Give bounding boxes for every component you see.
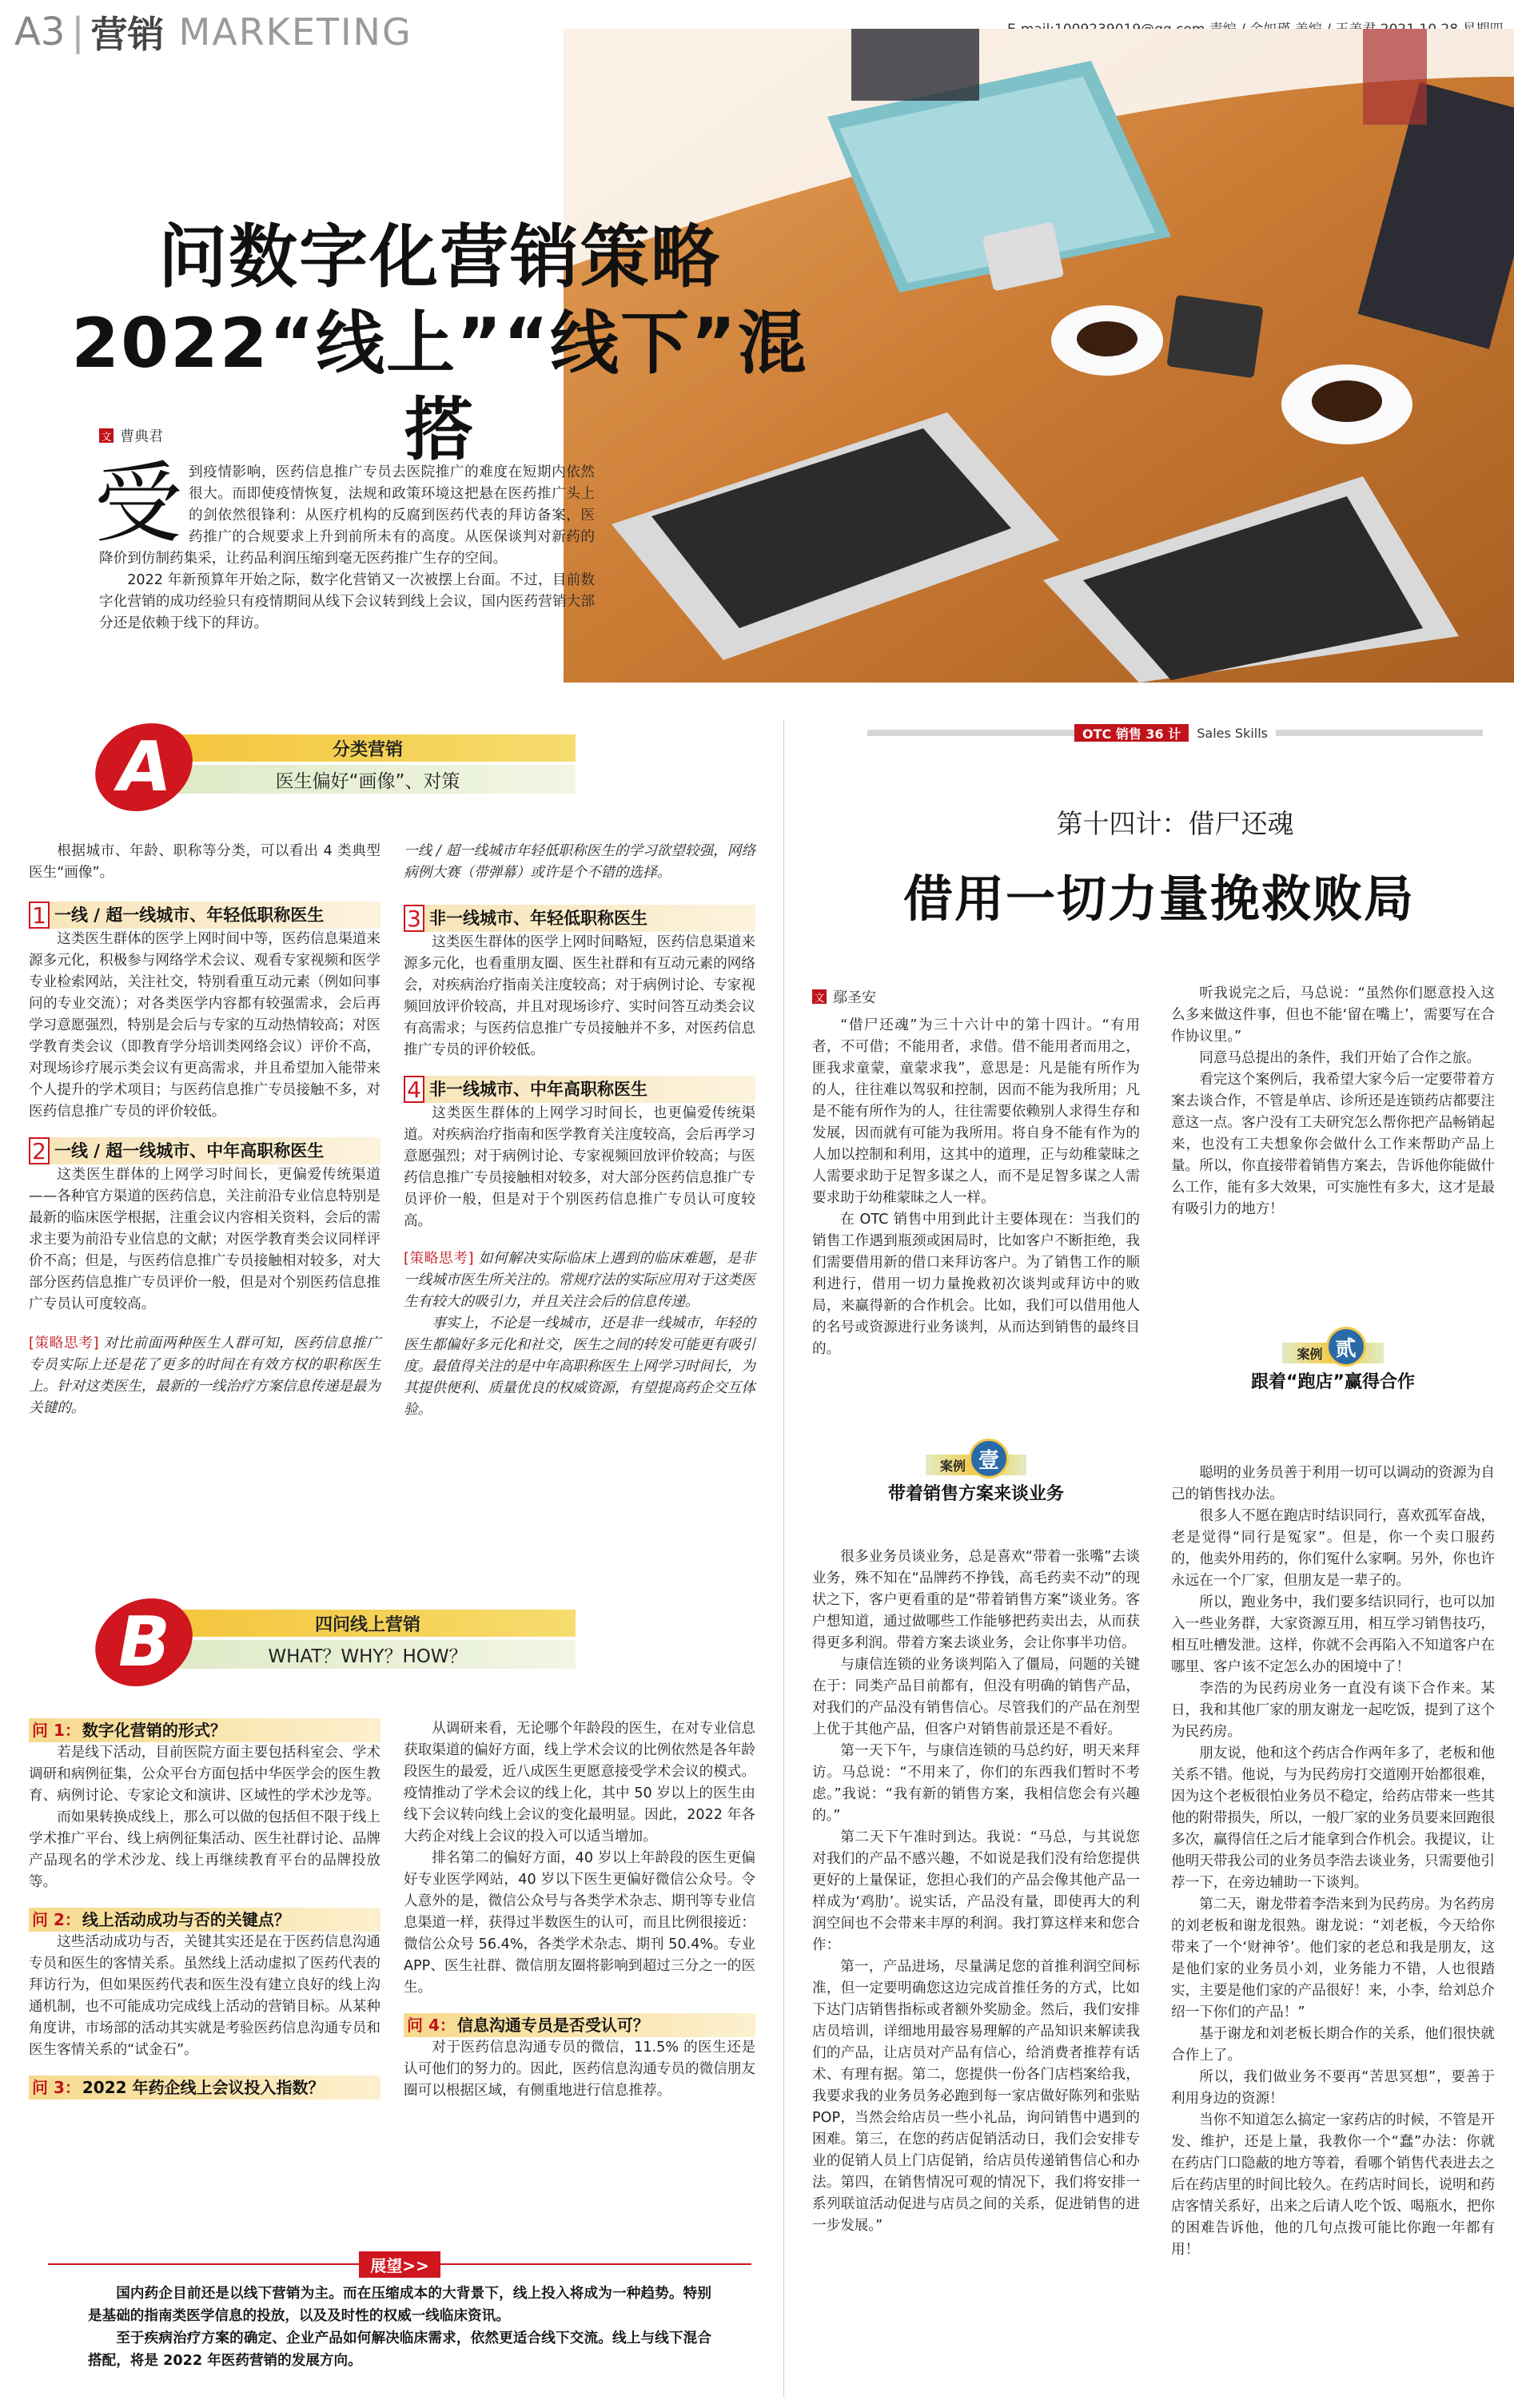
outlook-paragraph-1: 国内药企目前还是以线下营销为主。而在压缩成本的大背景下，线上投入将成为一种趋势。特别是基础的指南类医学信息的投放，以及及时性的权威一线临床资讯。 [88,2286,711,2324]
q3-paragraph-2: 排名第二的偏好方面，40 岁以上年龄段的医生更偏好专业医学网站，40 岁以下医生更偏好微信公众号。令人意外的是，微信公众号与各类学术杂志、期刊等专业信息渠道一样，获得过半数医生的认可，而且比例很接近：微信公众号 56.4%，各类学术杂志、期刊 50.4%。专业 APP、医生社群、微信朋友圈将影响到超过三分之一的医生。 [404,1850,755,1996]
section-a-title: 分类营销 [160,734,576,762]
section-a-col-1 [29,841,380,1419]
case-label: 案例 [939,1458,966,1474]
otc-col-1-top [812,1015,1140,1360]
section-name: 营销 [90,13,165,56]
case2-paragraph-7: 基于谢龙和刘老板长期合作的关系，他们很快就合作上了。 [1171,2026,1495,2064]
case2-paragraph-4: 李浩的为民药房业务一直没有谈下合作来。某日，我和其他厂家的朋友谢龙一起吃饭，提到了这个为民药房。 [1171,1681,1495,1740]
section-a-item-2-text: 这类医生群体的上网学习时间长，更偏爱传统渠道——各种官方渠道的医药信息，关注前沿专业信息特别是最新的临床医学根据，注重会议内容相关资料，会后的需求主要为前沿专业信息的文献；对医学教育类会议同样评价不高；但是，与医药信息推广专员接触相对较多，对大部分医药信息推广专员评价一般，但是对个别医药信息推广专员认可度较高。 [29,1167,380,1312]
lead-byline [99,425,163,446]
section-a-item-2-head [29,1137,380,1164]
strategy-text: 如何解决实际临床上遇到的临床难题，是非一线城市医生所关注的。常规疗法的实际应用对于这类医生有较大的吸引力，并且关注会后的信息传递。 [404,1251,755,1310]
q3-paragraph-1: 从调研来看，无论哪个年龄段的医生，在对专业信息获取渠道的偏好方面，线上学术会议的比例依然是各年龄段医生的最爱，近八成医生更愿意接受学术会议的模式。疫情推动了学术会议的线上化，其中 50 岁以上的医生由线下会议转向线上会议的变化最明显。因此，2022 年各大药企对线上会议的投入可以适当增加。 [404,1721,755,1845]
author-name: 曹典君 [120,428,163,445]
strategy-tag: [策略思考] [404,1251,474,1267]
otc-label-en: Sales Skills [1197,725,1269,741]
outlook-label: 展望>> [359,2251,440,2278]
case-2-title: 跟着“跑店”赢得合作 [1251,1372,1415,1392]
case1-paragraph-8: 看完这个案例后，我希望大家今后一定要带着方案去谈合作，不管是单店、诊所还是连锁药店都要注意这一点。客户没有工夫研究怎么帮你把产品畅销起来，也没有工夫想象你会做什么工作来帮助产品上量。所以，你直接带着销售方案去，告诉他你能做什么工作，能有多大效果，可实施性有多大，这才是最有吸引力的地方！ [1171,1072,1495,1217]
otc-bar-line [1276,730,1483,736]
item-heading: 非一线城市、年轻低职称医生 [429,908,647,928]
otc-label: OTC 销售 36 计 [1074,724,1189,742]
q4-paragraph-1: 对于医药信息沟通专员的微信，11.5% 的医生还是认可他们的努力的。因此，医药信息沟通专员的微信朋友圈可以根据区域，有侧重地进行信息推荐。 [404,2040,755,2099]
headline-line-2: 2022“线上”“线下”混搭 [71,304,808,470]
question-text: 信息沟通专员是否受认可？ [456,2015,649,2035]
question-4-head [404,2013,755,2037]
case-2-badge [1171,1336,1495,1393]
column-divider [783,719,784,2398]
section-a-col-2 [404,841,755,1421]
case-1-badge [812,1448,1140,1505]
otc-byline [812,986,876,1007]
section-b-subtitle: WHAT？WHY？HOW？ [160,1640,576,1669]
item-number: 3 [404,905,424,932]
question-text: 2022 年药企线上会议投入指数？ [82,2077,325,2097]
lead-paragraph-2: 2022 年新预算年开始之际，数字化营销又一次被摆上台面。不过，目前数字化营销的成功经验只有疫情期间从线下会议转到线上会议，国内医药营销大部分还是依赖于线下的拜访。 [99,572,595,631]
case-number: 贰 [1326,1327,1366,1367]
question-text: 数字化营销的形式？ [82,1720,226,1740]
masthead [14,6,412,58]
otc-col-1-bottom [812,1546,1140,2237]
strategy-note-2 [404,1248,755,1313]
case-label: 案例 [1297,1346,1323,1362]
outlook-box [48,2252,751,2372]
strategy-note-2-tail: 事实上，不论是一线城市，还是非一线城市，年轻的医生都偏好多元化和社交，医生之间的转发可能更有吸引度。最值得关注的是中年高职称医生上网学习时间长，为其提供便利、质量优良的权威资源，有望提高药企交互体验。 [404,1315,755,1418]
section-a-intro: 根据城市、年龄、职称等分类，可以看出 4 类典型医生“画像”。 [29,843,380,881]
section-b-badge [96,1598,576,1694]
otc-paragraph-1: “借尸还魂”为三十六计中的第十四计。“有用者，不可借；不能用者，求借。借不能用者而用之，匪我求童蒙，童蒙求我”，意思是：凡是能有所作为的人，往往难以驾驭和控制，因而不能为我所用；凡是不能有所作为的人，往往需要依赖别人求得生存和发展，因而就有可能为我所用。将自身不能有作为的人加以控制和利用，这其中的道理，正与幼稚蒙昧之人需要求助于足智多谋之人，而不是足智多谋之人需要求助于幼稚蒙昧之人一样。 [812,1017,1140,1206]
question-number: 问 1： [32,1720,81,1740]
lead-paragraph-1: 到疫情影响，医药信息推广专员去医院推广的难度在短期内依然很大。而即使疫情恢复，法规和政策环境这把悬在医药推广头上的剑依然很锋利：从医疗机构的反腐到医药代表的拜访备案，医药推广的合规要求上升到前所未有的高度。从医保谈判对新药的降价到仿制药集采，让药品利润压缩到毫无医药推广生存的空间。 [99,464,595,567]
item-heading: 一线 / 超一线城市、年轻低职称医生 [54,905,325,925]
lead-text [94,452,595,635]
case2-paragraph-5: 朋友说，他和这个药店合作两年多了，老板和他关系不错。他说，与为民药房打交道刚开始都很难，因为这个老板很怕业务员不稳定，给药店带来一些其他的附带损失，所以，一般厂家的业务员要来回跑很多次，赢得信任之后才能拿到合作机会。我提议，让他明天带我公司的业务员李浩去谈业务，只需要他引荐一下，在旁边辅助一下谈判。 [1171,1745,1495,1891]
section-a-item-1-text: 这类医生群体的医学上网时间中等，医药信息渠道来源多元化，积极参与网络学术会议、观看专家视频和医学专业检索网站，关注社交，特别看重互动元素（例如问事问的专业交流）；对各类医学内容都有较强需求，会后再学习意愿强烈，特别是会后与专家的互动热情较高；对医学教育类会议（即教育学分培训类网络会议）评价不高，对现场诊疗展示类会议有更高需求，并且希望加入能带来个人提升的学术项目；与医药信息推广专员接触不多，对医药信息推广专员的评价较低。 [29,931,380,1120]
otc-col-2-bottom [1171,1463,1495,2261]
section-a-item-3-head [404,905,755,932]
question-2-head [29,1908,380,1932]
outlook-paragraph-2: 至于疾病治疗方案的确定、企业产品如何解决临床需求，依然更适合线下交流。线上与线下混合搭配，将是 2022 年医药营销的发展方向。 [88,2330,711,2369]
question-number: 问 3： [32,2077,81,2097]
item-number: 2 [29,1137,50,1164]
otc-paragraph-2: 在 OTC 销售中用到此计主要体现在：当我们的销售工作遇到瓶颈或困局时，比如客户不断拒绝，我们需要借用新的借口来拜访客户。为了销售工作的顺利进行，借用一切力量挽救初次谈判或拜访中的败局，来赢得新的合作机会。比如，我们可以借用他人的名号或资源进行业务谈判，从而达到销售的最终目的。 [812,1212,1140,1357]
case2-paragraph-2: 很多人不愿在跑店时结识同行，喜欢孤军奋战，老是觉得“同行是冤家”。但是，你一个卖口服药的，他卖外用药的，你们冤什么家啊。另外，你也许永远在一个厂家，但朋友是一辈子的。 [1171,1508,1495,1589]
case1-paragraph-5: 第一，产品进场，尽量满足您的首推利润空间标准，但一定要明确您这边完成首推任务的方式，比如下达门店销售指标或者额外奖励金。然后，我们安排店员培训，详细地用最容易理解的产品知识来解读我们的产品，让店员对产品有信心，给消费者推荐有话术、有理有据。第二，您提供一份各门店档案给我，我要求我的业务员务必跑到每一家店做好陈列和张贴 POP，当然会给店员一些小礼品，询问销售中遇到的困难。第三，在您的药店促销活动日，我们会安排专业的促销人员上门店促销，给店员传递销售信心和办法。第四，在销售情况可观的情况下，我们将安排一系列联谊活动促进与店员之间的关系，促进销售的进一步发展。” [812,1959,1140,2234]
item-number: 1 [29,902,50,929]
q1-paragraph-1: 若是线下活动，目前医院方面主要包括科室会、学术调研和病例征集，公众平台方面包括中华医学会的医生教育、病例讨论、专家论文和演讲、区域性的学术沙龙等。 [29,1745,380,1804]
section-a-item-4-head [404,1076,755,1103]
item-heading: 非一线城市、中年高职称医生 [429,1079,647,1099]
section-b-letter: B [88,1598,199,1686]
question-3-head [29,2076,380,2100]
case2-paragraph-3: 所以，跑业务中，我们要多结识同行，也可以加入一些业务群，大家资源互用，相互学习销售技巧，相互吐槽发泄。这样，你就不会再陷入不知道客户在哪里、客户该不定怎么办的困境中了！ [1171,1594,1495,1675]
outlook-text [48,2276,751,2372]
author-tag: 文 [812,989,827,1004]
section-a-item-3-text: 这类医生群体的医学上网时间略短，医药信息渠道来源多元化，也看重朋友圈、医生社群和有互动元素的网络会，对疾病治疗指南关注度较高；对于病例讨论、专家视频回放评价较高，并且对现场诊疗、实时问答互动类会议有高需求；与医药信息推广专员接触并不多，对医药信息推广专员的评价较低。 [404,934,755,1058]
otc-col-2-top [1171,983,1495,1220]
strategy-note-1-cont: 一线 / 超一线城市年轻低职称医生的学习欲望较强，网络病例大赛（带弹幕）或许是个不错的选择。 [404,843,755,881]
outlook-header [48,2252,751,2276]
strategy-text: 对比前面两种医生人群可知，医药信息推广专员实际上还是花了更多的时间在有效方权的职称医生上。针对这类医生，最新的一线治疗方案信息传递是最为关键的。 [29,1335,380,1416]
case-2-pill [1282,1336,1383,1363]
otc-bar-line [867,730,1074,736]
dropcap: 受 [94,452,182,555]
case1-paragraph-6: 听我说完之后，马总说：“虽然你们愿意投入这么多来做这件事，但也不能‘留在嘴上’，需要写在合作协议里。” [1171,985,1495,1045]
page-headline [56,214,823,473]
section-a-item-1-head [29,902,380,929]
question-number: 问 4： [407,2015,456,2035]
case1-paragraph-2: 与康信连锁的业务谈判陷入了僵局，问题的关键在于：同类产品目前都有，但没有明确的销售产品，对我们的产品没有销售信心。尽管我们的产品在剂型上优于其他产品，但客户对销售前景还是不看好。 [812,1657,1140,1737]
section-a-badge [96,723,576,819]
section-a-subtitle: 医生偏好“画像”、对策 [160,765,576,794]
headline-line-1: 问数字化营销策略 [158,217,721,297]
masthead-divider: | [71,10,85,54]
case-1-title: 带着销售方案来谈业务 [887,1484,1064,1504]
case1-paragraph-4: 第二天下午准时到达。我说：“马总，与其说您对我们的产品不感兴趣，不如说是我们没有给您提供更好的上量保证，您担心我们的产品会像其他产品一样成为‘鸡肋’。说实话，产品没有量，即使再大的利润空间也不会带来丰厚的利润。我打算这样来和您合作： [812,1829,1140,1953]
otc-section-bar [867,724,1483,742]
question-text: 线上活动成功与否的关键点？ [82,1909,290,1929]
case-1-pill [926,1448,1026,1475]
case2-paragraph-8: 所以，我们做业务不要再“苦思冥想”，要善于利用身边的资源！ [1171,2069,1495,2107]
otc-subtitle: 第十四计：借尸还魂 [1056,808,1294,839]
question-1-head [29,1718,380,1742]
question-number: 问 2： [32,1909,81,1929]
section-a-item-4-text: 这类医生群体的上网学习时间长，也更偏爱传统渠道。对疾病治疗指南和医学教育关注度较高，会后再学习意愿强烈；对于病例讨论、专家视频回放评价较高；与医药信息推广专员接触相对较多，对大部分医药信息推广专员评价一般，但是对于个别医药信息推广专员认可度较高。 [404,1105,755,1229]
item-heading: 一线 / 超一线城市、中年高职称医生 [54,1140,325,1160]
strategy-note-1 [29,1333,380,1419]
case1-paragraph-3: 第一天下午，与康信连锁的马总约好，明天来拜访。马总说：“不用来了，你们的东西我们暂时不考虑。”我说：“我有新的销售方案，我相信您会有兴趣的。” [812,1743,1140,1824]
section-b-col-2 [404,1718,755,2102]
strategy-tag: [策略思考] [29,1335,99,1351]
author-name: 鄢圣安 [833,989,876,1006]
section-b-col-1 [29,1718,380,2100]
section-a-letter: A [88,723,199,811]
case1-paragraph-7: 同意马总提出的条件，我们开始了合作之旅。 [1199,1050,1481,1066]
case2-paragraph-9: 当你不知道怎么搞定一家药店的时候，不管是开发、维护，还是上量，我教你一个“蠢”办法：你就在药店门口隐蔽的地方等着，看哪个销售代表进去之后在药店里的时间比较久。在药店时间长，说明和药店客情关系好，出来之后请人吃个饭、喝瓶水，把你的困难告诉他，他的几句点拨可能比你跑一年都有用！ [1171,2112,1495,2258]
case1-paragraph-1: 很多业务员谈业务，总是喜欢“带着一张嘴”去谈业务，殊不知在“品牌药不挣钱，高毛药卖不动”的现状之下，客户更看重的是“带着销售方案”谈业务。客户想知道，通过做哪些工作能够把药卖出去，从而获得更多利润。带着方案去谈业务，会让你事半功倍。 [812,1549,1140,1651]
case2-paragraph-6: 第二天，谢龙带着李浩来到为民药房。为名药房的刘老板和谢龙很熟。谢龙说：“刘老板，今天给你带来了一个‘财神爷’。他们家的老总和我是朋友，这是他们家的业务员小刘，业务能力不错，人也很踏实，主要是他们家的产品很好！来，小李，给刘总介绍一下你们的产品！” [1171,1897,1495,2020]
otc-title: 借用一切力量挽救败局 [902,870,1415,928]
page-number: A3 [14,10,66,54]
section-b-title: 四问线上营销 [160,1610,576,1637]
item-number: 4 [404,1076,424,1103]
section-name-en: MARKETING [178,10,412,54]
case-number: 壹 [969,1439,1009,1479]
q2-paragraph-1: 这些活动成功与否，关键其实还是在于医药信息沟通专员和医生的客情关系。虽然线上活动虚拟了医药代表的拜访行为，但如果医药代表和医生没有建立良好的线上沟通机制，也不可能成功完成线上活动的营销目标。从某种角度讲，市场部的活动其实就是考验医药信息沟通专员和医生客情关系的“试金石”。 [29,1934,380,2058]
q1-paragraph-2: 而如果转换成线上，那么可以做的包括但不限于线上学术推广平台、线上病例征集活动、医生社群讨论、品牌产品现名的学术沙龙、线上再继续教育平台的品牌投放等。 [29,1809,380,1890]
author-tag: 文 [99,428,114,443]
case2-paragraph-1: 聪明的业务员善于利用一切可以调动的资源为自己的销售找办法。 [1171,1465,1495,1503]
